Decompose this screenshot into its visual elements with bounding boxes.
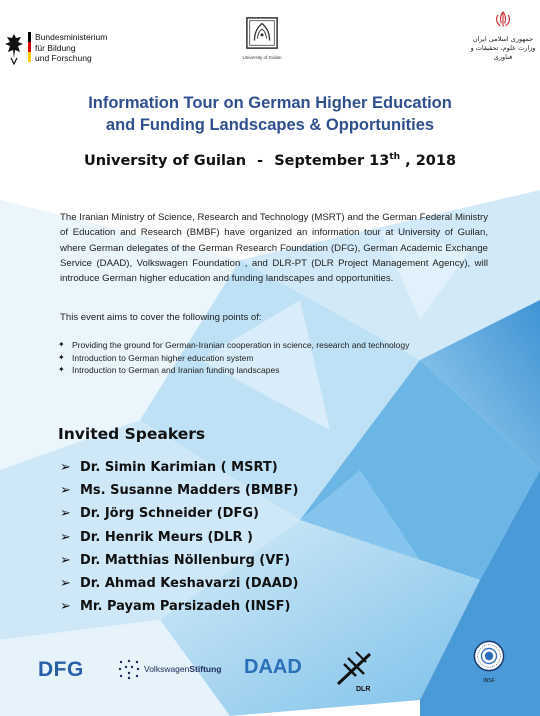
insf-emblem-icon — [473, 640, 505, 672]
insf-label: INSF — [483, 678, 495, 684]
title-line-2: and Funding Landscapes & Opportunities — [105, 116, 435, 134]
vw-text — [144, 664, 221, 674]
aims-intro: This event aims to cover the following points of: — [60, 312, 262, 323]
arrow-bullet-icon: ➢ — [60, 460, 71, 476]
insf-logo — [472, 640, 506, 684]
event-date-year: , 2018 — [405, 152, 457, 169]
daad-logo: DAAD — [244, 656, 302, 678]
arrow-bullet-icon: ➢ — [60, 529, 71, 545]
arrow-bullet-icon: ➢ — [60, 506, 71, 522]
list-item — [58, 364, 409, 377]
speaker-item — [60, 479, 299, 502]
event-date-suffix: th — [389, 152, 401, 162]
speaker-name: Dr. Matthias Nöllenburg (VF) — [80, 552, 291, 568]
speakers-list — [60, 456, 299, 618]
msrt-line-2: وزارت علوم، تحقیقات و فناوری — [470, 44, 536, 61]
bullet-icon: ✦ — [58, 365, 65, 374]
event-subtitle — [0, 152, 540, 169]
dlr-logo — [332, 648, 380, 700]
bullet-icon: ✦ — [58, 340, 65, 349]
title-line-1: Information Tour on German Higher Education — [88, 94, 452, 112]
partner-logos — [0, 640, 540, 716]
speaker-item — [60, 526, 299, 549]
arrow-bullet-icon: ➢ — [60, 552, 71, 568]
msrt-logo — [468, 10, 538, 62]
speaker-name: Dr. Simin Karimian ( MSRT) — [80, 460, 278, 476]
guilan-emblem-icon — [245, 16, 279, 50]
vw-text-bold: Stiftung — [189, 664, 222, 674]
bullet-icon: ✦ — [58, 352, 65, 362]
german-flag-icon — [28, 32, 31, 62]
point-text: Introduction to German higher education system — [72, 352, 254, 363]
speaker-item — [60, 549, 299, 572]
speaker-name: Dr. Ahmad Keshavarzi (DAAD) — [80, 576, 299, 592]
bmbf-line-1: Bundesministerium — [35, 32, 108, 42]
arrow-bullet-icon: ➢ — [60, 599, 71, 615]
dlr-emblem-icon — [332, 648, 380, 688]
speaker-name: Dr. Jörg Schneider (DFG) — [80, 506, 259, 522]
list-item — [58, 339, 409, 352]
speaker-item — [60, 595, 299, 618]
event-date-main: September 13 — [274, 152, 390, 169]
speaker-name: Mr. Payam Parsizadeh (INSF) — [80, 599, 291, 615]
event-dash: - — [257, 152, 264, 169]
speaker-name: Ms. Susanne Madders (BMBF) — [80, 483, 299, 499]
eagle-icon — [4, 32, 24, 66]
bmbf-line-2: für Bildung — [35, 42, 76, 53]
msrt-line-1: جمهوری اسلامی ایران — [472, 35, 534, 43]
vw-text-plain: Volkswagen — [144, 664, 190, 674]
bmbf-logo — [4, 32, 107, 66]
page-title — [0, 92, 540, 136]
arrow-bullet-icon: ➢ — [60, 576, 71, 592]
event-place: University of Guilan — [83, 152, 247, 169]
vw-dots-icon — [117, 658, 141, 680]
iran-emblem-icon — [493, 10, 513, 30]
speaker-item — [60, 502, 299, 525]
arrow-bullet-icon: ➢ — [60, 483, 71, 499]
guilan-logo — [238, 16, 286, 60]
speaker-name: Dr. Henrik Meurs (DLR ) — [80, 529, 253, 545]
volkswagen-stiftung-logo — [117, 658, 221, 680]
point-text: Providing the ground for German-Iranian cooperation in science, research and technology — [72, 340, 410, 350]
aims-list — [58, 339, 409, 377]
list-item — [58, 352, 409, 365]
intro-paragraph: The Iranian Ministry of Science, Research and Technology (MSRT) and the German Federal Ministry of Education and Research (BMBF) have organized an information tour at University of Guilan, where German delegates of the German Research Foundation (DFG), German Academic Exchange Service (DAAD), Volkswagen Foundation , and DLR-PT (DLR Project Management Agency), will introduce German higher education and funding landscapes and opportunities. — [60, 212, 488, 285]
bmbf-line-3: und Forschung — [35, 53, 92, 63]
guilan-caption: University of Guilan — [242, 55, 282, 60]
speaker-item — [60, 572, 299, 595]
speakers-heading: Invited Speakers — [58, 425, 206, 443]
point-text: Introduction to German and Iranian funding landscapes — [72, 365, 280, 375]
dlr-label: DLR — [356, 686, 371, 693]
event-date — [274, 153, 456, 169]
speaker-item — [60, 456, 299, 479]
dfg-logo: DFG — [38, 658, 84, 681]
